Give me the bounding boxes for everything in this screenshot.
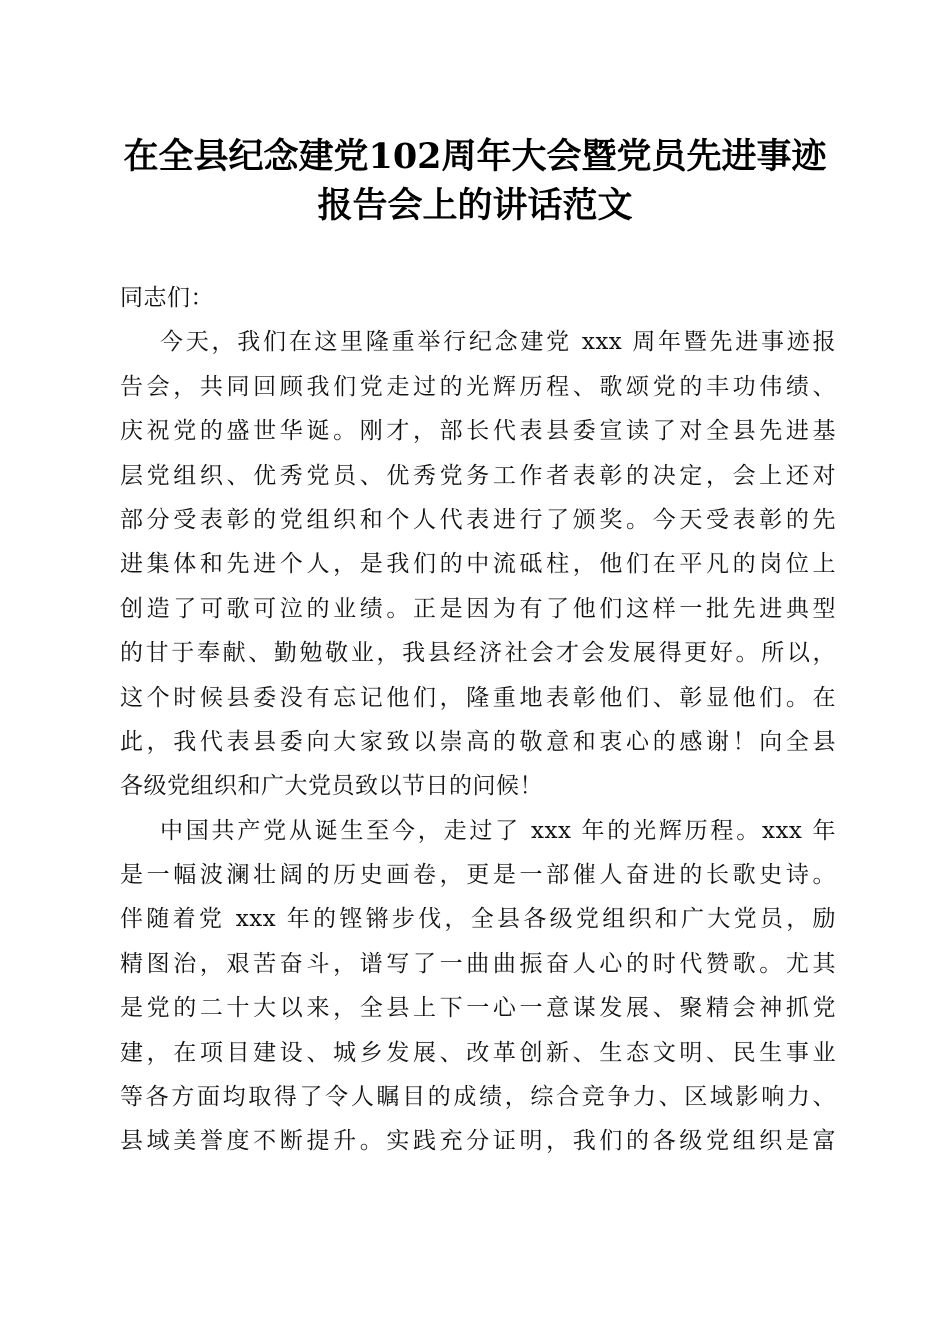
title-line-2: 报告会上的讲话范文 [317,185,633,226]
salutation: 同志们： [120,285,214,311]
paragraph-line: 是一幅波澜壮阔的历史画卷，更是一部催人奋进的长歌史诗。 [120,862,836,889]
document-body [120,276,836,1164]
paragraph-line: 今天，我们在这里隆重举行纪念建党 xxx 周年暨先进事迹报 [160,329,836,356]
paragraph-line: 进集体和先进个人，是我们的中流砥柱，他们在平凡的岗位上 [120,551,836,578]
paragraph-line: 中国共产党从诞生至今，走过了 xxx 年的光辉历程。xxx 年 [160,817,836,844]
paragraph-line: 此，我代表县委向大家致以崇高的敬意和衷心的感谢！向全县 [120,728,836,755]
paragraph-line: 建，在项目建设、城乡发展、改革创新、生态文明、民生事业 [120,1039,836,1066]
paragraph-line: 等各方面均取得了令人瞩目的成绩，综合竞争力、区域影响力、 [120,1084,836,1111]
paragraph-line: 部分受表彰的党组织和个人代表进行了颁奖。今天受表彰的先 [120,506,836,533]
paragraph-line: 伴随着党 xxx 年的铿锵步伐，全县各级党组织和广大党员，励 [120,906,836,933]
paragraph-1 [120,320,836,808]
paragraph-line: 创造了可歌可泣的业绩。正是因为有了他们这样一批先进典型 [120,595,836,622]
paragraph-line: 这个时候县委没有忘记他们，隆重地表彰他们、彰显他们。在 [120,684,836,711]
paragraph-line: 是党的二十大以来，全县上下一心一意谋发展、聚精会神抓党 [120,995,836,1022]
paragraph-line: 的甘于奉献、勤勉敬业，我县经济社会才会发展得更好。所以， [120,640,836,667]
paragraph-line: 告会，共同回顾我们党走过的光辉历程、歌颂党的丰功伟绩、 [120,373,836,400]
title-line-1: 在全县纪念建党102周年大会暨党员先进事迹 [123,136,827,177]
paragraph-line: 各级党组织和广大党员致以节日的问候！ [120,773,543,800]
paragraph-line: 县域美誉度不断提升。实践充分证明，我们的各级党组织是富 [120,1128,836,1155]
paragraph-2 [120,809,836,1164]
document-title [90,132,860,230]
paragraph-line: 庆祝党的盛世华诞。刚才，部长代表县委宣读了对全县先进基 [120,418,836,445]
paragraph-line: 精图治，艰苦奋斗，谱写了一曲曲振奋人心的时代赞歌。尤其 [120,950,836,977]
paragraph-line: 层党组织、优秀党员、优秀党务工作者表彰的决定，会上还对 [120,462,836,489]
